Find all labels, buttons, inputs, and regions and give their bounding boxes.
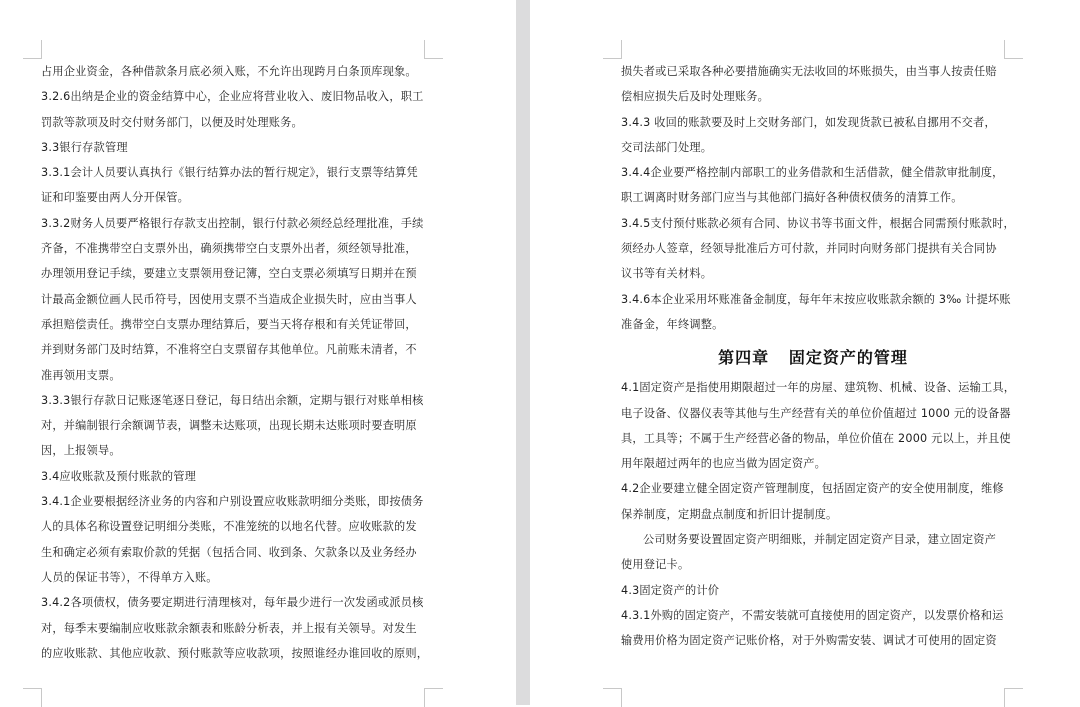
text-line: 生和确定必须有索取价款的凭据（包括合同、收到条、欠款条以及业务经办 xyxy=(41,545,417,559)
text-line: 3.3.3银行存款日记账逐笔逐日登记，每日结出余额，定期与银行对账单相核 xyxy=(41,393,424,407)
margin-corner-top-right xyxy=(424,40,443,59)
text-line: 偿相应损失后及时处理账务。 xyxy=(621,90,770,104)
page-right-body[interactable] xyxy=(621,59,1016,654)
text-line: 输费用价格为固定资产记账价格，对于外购需安装、调试才可使用的固定资 xyxy=(621,634,997,648)
text-line: 职工调离时财务部门应当与其他部门搞好各种债权债务的清算工作。 xyxy=(621,191,963,205)
text-line: 办理领用登记手续，要建立支票领用登记簿，空白支票必须填写日期并在预 xyxy=(41,267,417,281)
text-line: 电子设备、仪器仪表等其他与生产经营有关的单位价值超过 1000 元的设备器 xyxy=(621,406,1011,420)
text-line: 4.1固定资产是指使用期限超过一年的房屋、建筑物、机械、设备、运输工具， xyxy=(621,381,1016,395)
section-heading-3-4: 3.4应收账款及预付账款的管理 xyxy=(41,469,197,483)
margin-corner-top-left xyxy=(23,40,42,59)
text-line: 交司法部门处理。 xyxy=(621,140,713,154)
text-line: 用年限超过两年的也应当做为固定资产。 xyxy=(621,457,826,471)
margin-corner-bottom-right xyxy=(1004,688,1023,707)
text-line: 保养制度，定期盘点制度和折旧计提制度。 xyxy=(621,507,838,521)
text-line: 4.2企业要建立健全固定资产管理制度，包括固定资产的安全使用制度，维修 xyxy=(621,482,1004,496)
page-left-body[interactable] xyxy=(41,59,429,666)
text-line: 因，上报领导。 xyxy=(41,444,121,458)
text-line: 议书等有关材料。 xyxy=(621,267,713,281)
text-line: 承担赔偿责任。携带空白支票办理结算后，要当天将存根和有关凭证带回， xyxy=(41,317,417,331)
text-line: 的应收账款、其他应收款、预付账款等应收款项，按照谁经办谁回收的原则， xyxy=(41,646,429,660)
text-line: 对，每季末要编制应收账款余额表和账龄分析表，并上报有关领导。对发生 xyxy=(41,621,417,635)
text-line: 计最高金额位画人民币符号，因使用支票不当造成企业损失时，应由当事人 xyxy=(41,292,417,306)
margin-corner-top-left xyxy=(603,40,622,59)
text-line: 罚款等款项及时交付财务部门，以便及时处理账务。 xyxy=(41,115,303,129)
margin-corner-bottom-right xyxy=(424,688,443,707)
text-line: 3.3.1会计人员要认真执行《银行结算办法的暂行规定》，银行支票等结算凭 xyxy=(41,166,418,180)
text-line-indented: 公司财务要设置固定资产明细账，并制定固定资产目录，建立固定资产 xyxy=(643,533,997,547)
text-line: 3.4.6本企业采用坏账准备金制度，每年年末按应收账款余额的 3‰ 计提坏账 xyxy=(621,292,1011,306)
margin-corner-top-right xyxy=(1004,40,1023,59)
text-line: 具，工具等；不属于生产经营必备的物品，单位价值在 2000 元以上，并且使 xyxy=(621,431,1011,445)
section-heading-4-3: 4.3固定资产的计价 xyxy=(621,583,720,597)
text-line: 占用企业资金，各种借款条月底必须入账，不允许出现跨月白条顶库现象。 xyxy=(41,65,417,78)
page-gutter xyxy=(516,0,530,705)
text-line: 3.4.3 收回的账款要及时上交财务部门，如发现货款已被私自挪用不交者， xyxy=(621,115,996,129)
text-line: 人的具体名称设置登记明细分类账，不准笼统的以地名代替。应收账款的发 xyxy=(41,520,417,534)
page-left[interactable] xyxy=(0,0,516,705)
text-line: 使用登记卡。 xyxy=(621,558,690,572)
text-line: 并到财务部门及时结算，不准将空白支票留存其他单位。凡前账未清者，不 xyxy=(41,343,417,357)
text-line: 3.4.1企业要根据经济业务的内容和户别设置应收账款明细分类账，即按债务 xyxy=(41,495,424,509)
text-line: 3.4.4企业要严格控制内部职工的业务借款和生活借款，健全借款审批制度， xyxy=(621,166,1004,180)
text-line: 3.3.2财务人员要严格银行存款支出控制，银行付款必须经总经理批准，手续 xyxy=(41,216,424,230)
text-line: 齐备，不准携带空白支票外出，确须携带空白支票外出者，须经领导批准， xyxy=(41,242,417,256)
text-line: 3.4.5支付预付账款必须有合同、协议书等书面文件，根据合同需预付账款时， xyxy=(621,216,1015,230)
text-line: 证和印鉴要由两人分开保管。 xyxy=(41,191,190,205)
section-heading-3-3: 3.3银行存款管理 xyxy=(41,140,128,154)
page-right[interactable] xyxy=(530,0,1080,705)
text-line: 3.2.6出纳是企业的资金结算中心，企业应将营业收入、废旧物品收入，职工 xyxy=(41,90,424,104)
margin-corner-bottom-left xyxy=(603,688,622,707)
text-line: 对，并编制银行余额调节表，调整未达账项，出现长期未达账项时要查明原 xyxy=(41,419,417,433)
text-line: 人员的保证书等），不得单方入账。 xyxy=(41,570,218,584)
text-line: 须经办人签章，经领导批准后方可付款，并同时向财务部门提拱有关合同协 xyxy=(621,242,997,256)
margin-corner-bottom-left xyxy=(23,688,42,707)
text-line: 3.4.2各项债权，债务要定期进行清理核对，每年最少进行一次发函或派员核 xyxy=(41,596,424,610)
chapter-heading: 第四章 固定资产的管理 xyxy=(718,348,908,368)
text-line: 4.3.1外购的固定资产，不需安装就可直接使用的固定资产，以发票价格和运 xyxy=(621,608,1004,622)
text-line: 损失者或已采取各种必要措施确实无法收回的坏账损失，由当事人按责任赔 xyxy=(621,65,997,78)
text-line: 准再领用支票。 xyxy=(41,368,121,382)
text-line: 准备金，年终调整。 xyxy=(621,317,724,331)
